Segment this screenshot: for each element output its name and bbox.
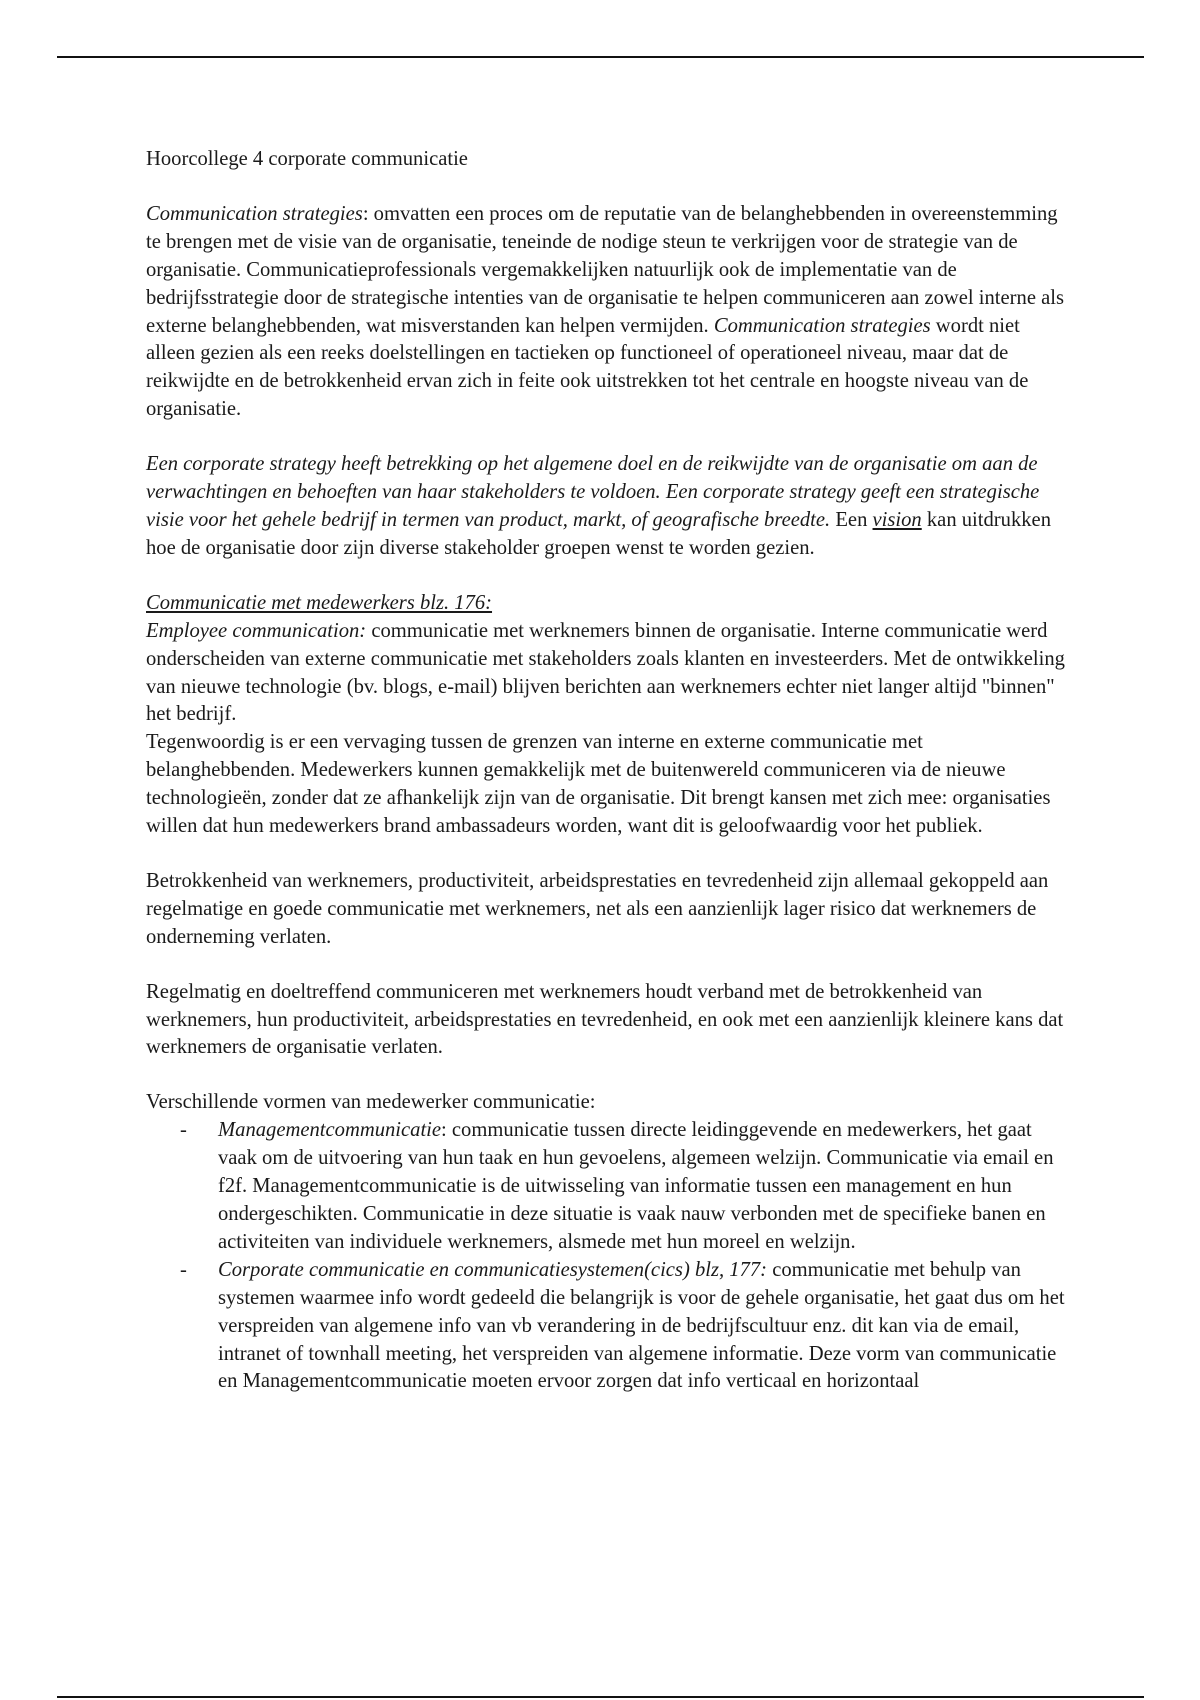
list-item: - Corporate communicatie en communicatiesystemen(cics) blz, 177: communicatie met behulp van systemen waarmee info wordt gedeeld die belangrijk is voor de gehele organisatie, het gaat dus om het verspreiden van algemene info van vb verandering in de bedrijfscultuur enz. dit kan via de email, intranet of townhall meeting, het verspreiden van algemene informatie. Deze vorm van communicatie en Managementcommunicatie moeten ervoor zorgen dat info verticaal en horizontaal [218, 1257, 1066, 1397]
paragraph-betrokkenheid: Betrokkenheid van werknemers, productiviteit, arbeidsprestaties en tevredenheid zijn allemaal gekoppeld aan regelmatige en goede communicatie met werknemers, net als een aanzienlijk lager risico dat werknemers de onderneming verlaten. [146, 869, 1049, 948]
paragraph-regelmatig: Regelmatig en doeltreffend communiceren met werknemers houdt verband met de betrokkenheid van werknemers, hun productiviteit, arbeidsprestaties en tevredenheid, en ook met een aanzienlijk kleinere kans dat werknemers de organisatie verlaten. [146, 980, 1064, 1059]
term-communication-strategies: Communication strategies [146, 202, 363, 225]
document-page [146, 146, 1066, 1396]
paragraph-communication-strategies: Communication strategies: omvatten een proces om de reputatie van de belanghebbenden in overeenstemming te brengen met de visie van de organisatie, teneinde de nodige steun te verkrijgen voor de strategie van de organisatie. Communicatieprofessionals vergemakkelijken natuurlijk ook de implementatie van de bedrijfsstrategie door de strategische intenties van de organisatie te helpen communiceren aan zowel interne als externe belanghebbenden, wat misverstanden kan helpen vermijden. Communication strategies wordt niet alleen gezien als een reeks doelstellingen en tactieken op functioneel of operationeel niveau, maar dat de reikwijdte en de betrokkenheid ervan zich in feite ook uitstrekken tot het centrale en hoogste niveau van de organisatie. [146, 202, 1064, 421]
term-vision: vision [872, 508, 922, 531]
list-intro: Verschillende vormen van medewerker communicatie: [146, 1091, 596, 1114]
top-rule [57, 56, 1144, 58]
bottom-rule [57, 1696, 1144, 1698]
list-item: - Managementcommunicatie: communicatie tussen directe leidinggevende en medewerkers, het gaat vaak om de uitvoering van hun taak en hun gevoelens, algemeen welzijn. Communicatie via email en f2f. Managementcommunicatie is de uitwisseling van informatie tussen een management en hun ondergeschikten. Communicatie in deze situatie is vaak nauw verbonden met de specifieke banen en activiteiten van individuele werknemers, alsmede met hun moreel en welzijn. [218, 1117, 1066, 1257]
section-heading-medewerkers: Communicatie met medewerkers blz. 176: [146, 591, 493, 614]
term-employee-communication: Employee communication: [146, 619, 367, 642]
communication-forms-list [146, 1117, 1066, 1396]
page-title: Hoorcollege 4 corporate communicatie [146, 148, 468, 170]
term-managementcommunicatie: Managementcommunicatie [218, 1119, 442, 1142]
term-communication-strategies-2: Communication strategies [713, 314, 931, 337]
paragraph-vervaging: Tegenwoordig is er een vervaging tussen de grenzen van interne en externe communicatie met belanghebbenden. Medewerkers kunnen gemakkelijk met de buitenwereld communiceren via de nieuwe technologieën, zonder dat ze afhankelijk zijn van de organisatie. Dit brengt kansen met zich mee: organisaties willen dat hun medewerkers brand ambassadeurs worden, want dit is geloofwaardig voor het publiek. [146, 731, 1051, 838]
corporate-strategy-definition: Een corporate strategy heeft betrekking op het algemene doel en de reikwijdte van de organisatie om aan de verwachtingen en behoeften van haar stakeholders te voldoen. Een corporate strategy geeft een strategische visie voor het gehele bedrijf in termen van product, markt, of geografische breedte. [146, 453, 1040, 531]
paragraph-employee-communication: Employee communication: communicatie met werknemers binnen de organisatie. Interne communicatie werd onderscheiden van externe communicatie met stakeholders zoals klanten en investeerders. Met de ontwikkeling van nieuwe technologie (bv. blogs, e-mail) blijven berichten aan werknemers echter niet langer altijd "binnen" het bedrijf. [146, 619, 1065, 726]
term-corporate-communicatie: Corporate communicatie en communicatiesystemen(cics) blz, 177: [218, 1258, 768, 1281]
paragraph-corporate-strategy: Een corporate strategy heeft betrekking op het algemene doel en de reikwijdte van de organisatie om aan de verwachtingen en behoeften van haar stakeholders te voldoen. Een corporate strategy geeft een strategische visie voor het gehele bedrijf in termen van product, markt, of geografische breedte. Een vision kan uitdrukken hoe de organisatie door zijn diverse stakeholder groepen wenst te worden gezien. [146, 453, 1051, 559]
